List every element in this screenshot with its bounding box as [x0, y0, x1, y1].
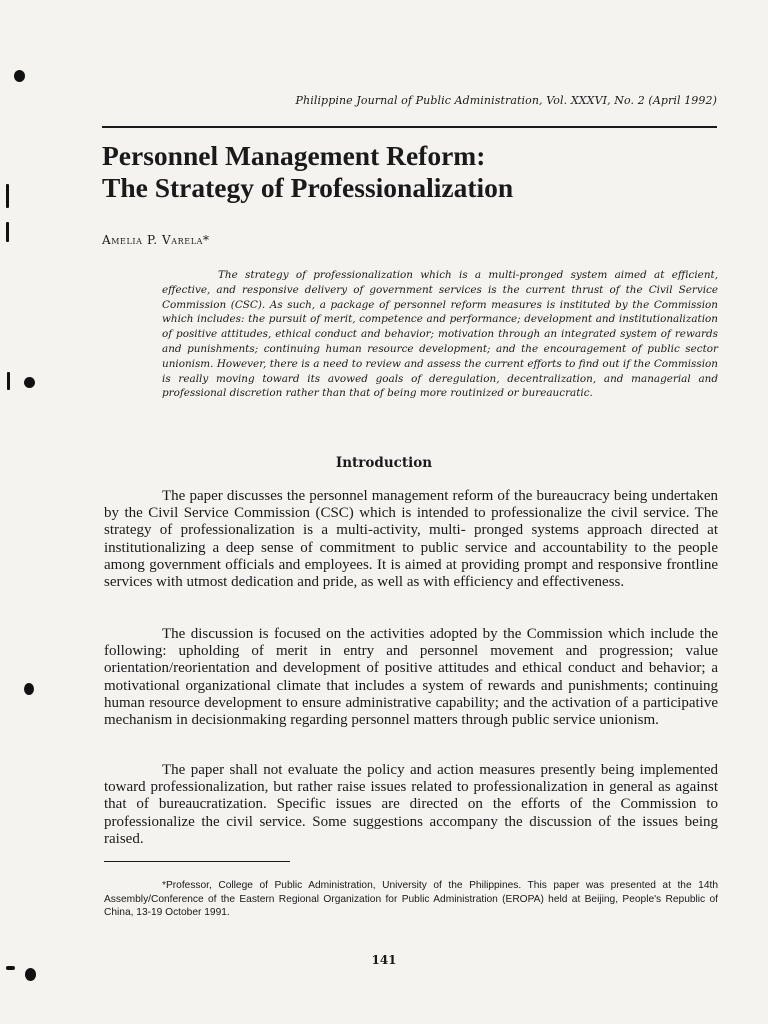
- scan-speck: [7, 372, 10, 390]
- scan-speck: [6, 222, 9, 242]
- scan-speck: [14, 70, 25, 82]
- scan-speck: [24, 377, 35, 388]
- abstract: The strategy of professionalization which is a multi-pronged system aimed at efficient, effective, and responsive delivery of government services is the current thrust of the Civil Service Commission (CSC). As such, a package of personnel reform measures is instituted by the Commission which includes: the pursuit of merit, competence and performance; development and institutionalization of positive attitudes, ethical conduct and behavior; motivation through an integrated system of rewards and punishments; continuing human resource development; and the encouragement of public sector unionism. However, there is a need to review and assess the current efforts to find out if the Commission is really moving toward its avowed goals of deregulation, decentralization, and managerial and professional discretion rather than that of being more routinized or bureaucratic.: [162, 269, 718, 400]
- author-byline: Amelia P. Varela*: [102, 233, 210, 247]
- page-number: 141: [371, 953, 397, 967]
- footnote: *Professor, College of Public Administration, University of the Philippines. This paper was presented at the 14th Assembly/Conference of the Eastern Regional Organization for Public Administration (EROPA) held at Beijing, People's Republic of China, 13-19 October 1991.: [104, 880, 718, 918]
- title-line-2: The Strategy of Professionalization: [102, 172, 514, 203]
- scan-speck: [24, 683, 34, 695]
- section-heading-introduction: Introduction: [335, 455, 433, 471]
- body-paragraph: The paper shall not evaluate the policy and action measures presently being implemented toward professionalization, but rather raise issues related to professionalization in general as against that of bureaucratization. Specific issues are directed on the efforts of the Commission to professionalize the civil service. Some suggestions accompany the discussion of the issues being raised.: [104, 762, 718, 847]
- header-rule: [102, 126, 717, 128]
- scan-speck: [25, 968, 36, 981]
- running-head: Philippine Journal of Public Administration, Vol. XXXVI, No. 2 (April 1992): [295, 94, 717, 107]
- footnote-rule: [104, 861, 290, 862]
- title-line-1: Personnel Management Reform:: [102, 140, 486, 171]
- body-paragraph: The discussion is focused on the activities adopted by the Commission which include the following: upholding of merit in entry and personnel movement and progression; value orientation/reorientation and development of positive attitudes and ethical conduct and behavior; a motivational organizational climate that includes a system of rewards and punishments; continuing human resource development to ensure administrative capability; and the activation of a participative mechanism in decisionmaking regarding personnel matters through public service unionism.: [104, 626, 718, 729]
- article-title: [102, 140, 722, 204]
- body-paragraph: The paper discusses the personnel management reform of the bureaucracy being undertaken by the Civil Service Commission (CSC) which is intended to professionalize the civil service. The strategy of professionalization is a multi-activity, multi- pronged systems approach directed at institutionalizing a deep sense of commitment to public service and accountability to the people among government officials and employees. It is aimed at providing prompt and responsive frontline services with utmost dedication and pride, as well as with efficiency and effectiveness.: [104, 488, 718, 591]
- scan-speck: [6, 184, 9, 208]
